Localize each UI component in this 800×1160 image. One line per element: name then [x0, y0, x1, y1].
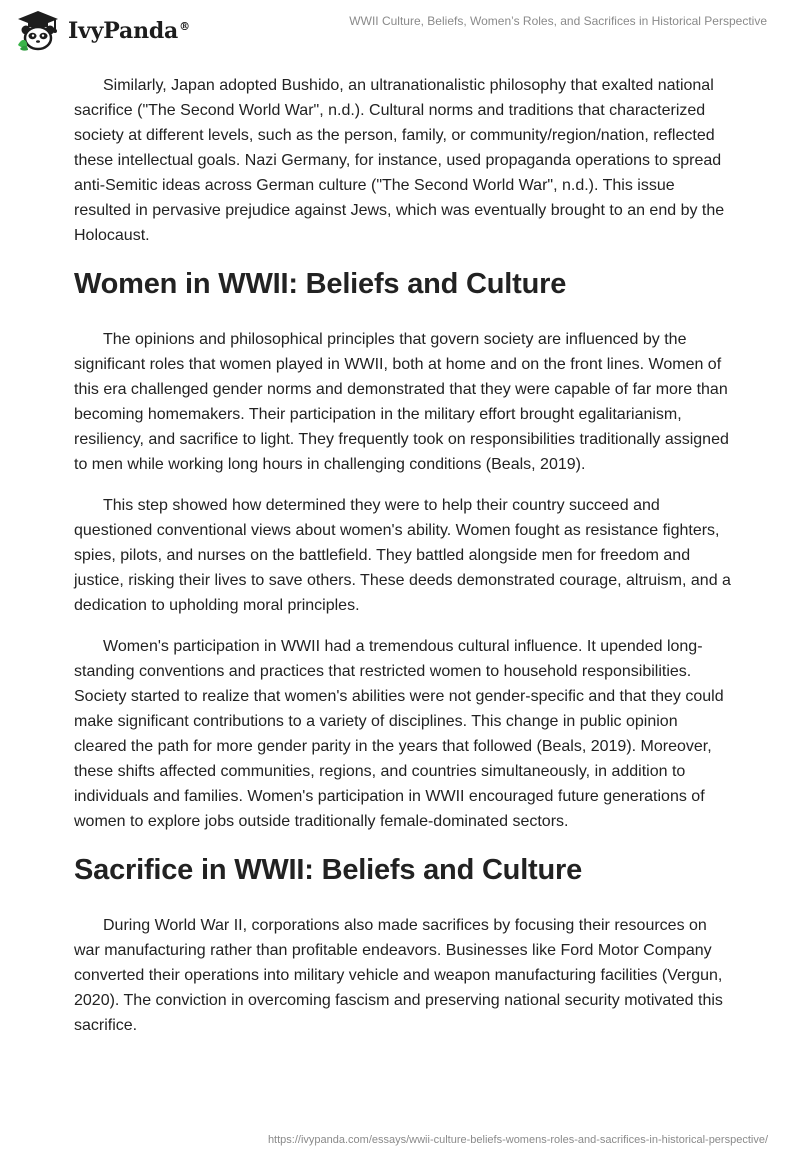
essay-body [74, 73, 734, 1054]
paragraph: This step showed how determined they were to help their country succeed and questioned conventional views about women's ability. Women fought as resistance fighters, spies, pilots, and nurses on the battlefield. They battled alongside men for freedom and justice, risking their lives to save others. These deeds demonstrated courage, altruism, and a dedication to upholding moral principles. [74, 497, 731, 614]
paragraph: During World War II, corporations also made sacrifices by focusing their resources on war manufacturing rather than profitable endeavors. Businesses like Ford Motor Company converted their operations into military vehicle and weapon manufacturing facilities (Vergun, 2020). The conviction in overcoming fascism and preserving national security motivated this sacrifice. [74, 917, 723, 1034]
ivypanda-logo[interactable] [14, 9, 190, 53]
section-heading-women: Women in WWII: Beliefs and Culture [74, 268, 567, 300]
paragraph: Similarly, Japan adopted Bushido, an ultranationalistic philosophy that exalted national sacrifice ("The Second World War", n.d.). Cultural norms and traditions that characterized society at different levels, such as the person, family, or community/region/nation, reflected these intellectual goals. Nazi Germany, for instance, used propaganda operations to spread anti-Semitic ideas across German culture ("The Second World War", n.d.). This issue resulted in pervasive prejudice against Jews, which was eventually brought to an end by the Holocaust. [74, 77, 725, 244]
source-url[interactable]: https://ivypanda.com/essays/wwii-culture-beliefs-womens-roles-and-sacrifices-in-historical-perspective/ [267, 1134, 768, 1146]
paragraph: The opinions and philosophical principles that govern society are influenced by the significant roles that women played in WWII, both at home and on the front lines. Women of this era challenged gender norms and demonstrated that they were capable of far more than becoming homemakers. Their participation in the military effort brought egalitarianism, resiliency, and sacrifice to light. They frequently took on responsibilities traditionally assigned to men while working long hours in challenging conditions (Beals, 2019). [74, 331, 729, 473]
section-heading-sacrifice: Sacrifice in WWII: Beliefs and Culture [74, 854, 583, 886]
registered-mark: ® [179, 19, 190, 33]
paragraph: Women's participation in WWII had a tremendous cultural influence. It upended long-standing conventions and practices that restricted women to household responsibilities. Society started to realize that women's abilities were not gender-specific and that they could make significant contributions to a variety of disciplines. This change in public opinion cleared the path for more gender parity in the years that followed (Beals, 2019). Moreover, these shifts affected communities, regions, and countries simultaneously, in addition to individuals and families. Women's participation in WWII encouraged future generations of women to explore jobs outside traditionally female-dominated sectors. [74, 638, 724, 830]
page-header [0, 0, 800, 60]
brand-name: IvyPanda® [68, 18, 190, 44]
document-title: WWII Culture, Beliefs, Women’s Roles, and Sacrifices in Historical Perspective [349, 14, 767, 28]
graduation-panda-icon [14, 9, 62, 53]
